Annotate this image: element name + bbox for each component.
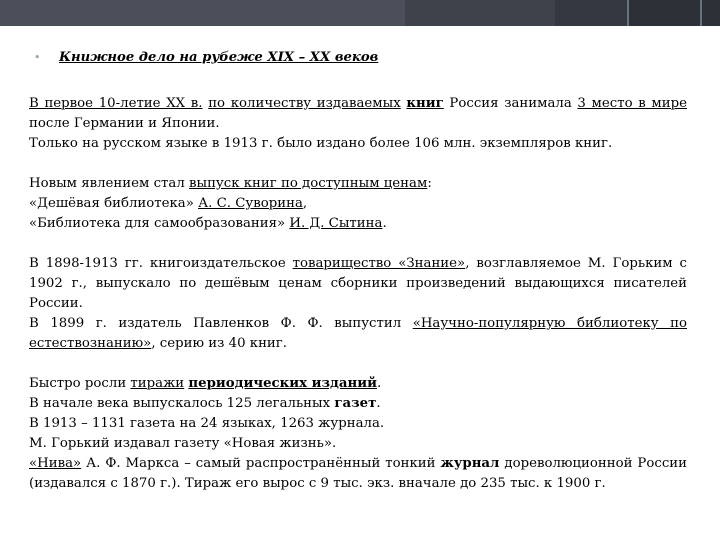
paragraph-periodicals: Быстро росли тиражи периодических изданий.	[29, 376, 382, 391]
underlined-text: А. С. Суворина	[198, 196, 303, 211]
underlined-text: по количеству издаваемых	[208, 96, 401, 111]
slide-body	[29, 94, 687, 494]
underlined-text: «Нива»	[29, 456, 82, 471]
bold-term: периодических изданий	[188, 376, 377, 391]
underlined-text: тиражи	[130, 376, 185, 391]
paragraph-book-ranking: В первое 10-летие XX в. по количеству издаваемых книг Россия занимала 3 место в мире после Германии и Японии.	[29, 96, 687, 131]
bullet-icon: •	[34, 51, 41, 64]
paragraph-newspapers: В начале века выпускалось 125 легальных газет.	[29, 396, 381, 411]
banner-divider	[700, 0, 702, 26]
underlined-text: В первое 10-летие XX в.	[29, 96, 203, 111]
paragraph-gorky: М. Горький издавал газету «Новая жизнь».	[29, 436, 337, 451]
underlined-text: 3 место в мире	[577, 96, 687, 111]
bold-term: книг	[406, 96, 444, 111]
banner-segment	[0, 0, 405, 26]
paragraph-1913-stats: В 1913 – 1131 газета на 24 языках, 1263 журнала.	[29, 416, 385, 431]
banner-divider	[627, 0, 629, 26]
paragraph-niva: «Нива» А. Ф. Маркса – самый распространённый тонкий журнал дореволюционной России (издавался с 1870 г.). Тираж его вырос с 9 тыс. экз. вначале до 235 тыс. к 1900 г.	[29, 456, 687, 491]
bold-term: газет	[334, 396, 377, 411]
underlined-text: выпуск книг по доступным ценам	[189, 176, 428, 191]
banner-segment	[555, 0, 627, 26]
paragraph-pavlenkov: В 1899 г. издатель Павленков Ф. Ф. выпустил «Научно-популярную библиотеку по естествознанию», серию из 40 книг.	[29, 316, 687, 351]
paragraph-new-phenomenon: Новым явлением стал выпуск книг по доступным ценам:	[29, 176, 432, 191]
paragraph-znanie: В 1898-1913 гг. книгоиздательское товарищество «Знание», возглавляемое М. Горьким с 1902 г., выпускало по дешёвым ценам сборники произведений выдающихся писателей России.	[29, 256, 688, 311]
paragraph-sytin: «Библиотека для самообразования» И. Д. Сытина.	[29, 216, 387, 231]
slide-title: Книжное дело на рубеже XIX – XX веков	[59, 50, 379, 65]
top-banner	[0, 0, 720, 26]
underlined-text: «Научно-популярную библиотеку по естествознанию»	[29, 316, 687, 351]
banner-segment	[627, 0, 720, 26]
slide-title-row	[34, 50, 694, 70]
underlined-text: И. Д. Сытина	[289, 216, 383, 231]
paragraph-russian-books: Только на русском языке в 1913 г. было издано более 106 млн. экземпляров книг.	[29, 136, 613, 151]
bold-term: журнал	[440, 456, 500, 471]
underlined-text: товарищество «Знание»	[292, 256, 466, 271]
banner-segment	[405, 0, 555, 26]
paragraph-suvorin: «Дешёвая библиотека» А. С. Суворина,	[29, 196, 308, 211]
